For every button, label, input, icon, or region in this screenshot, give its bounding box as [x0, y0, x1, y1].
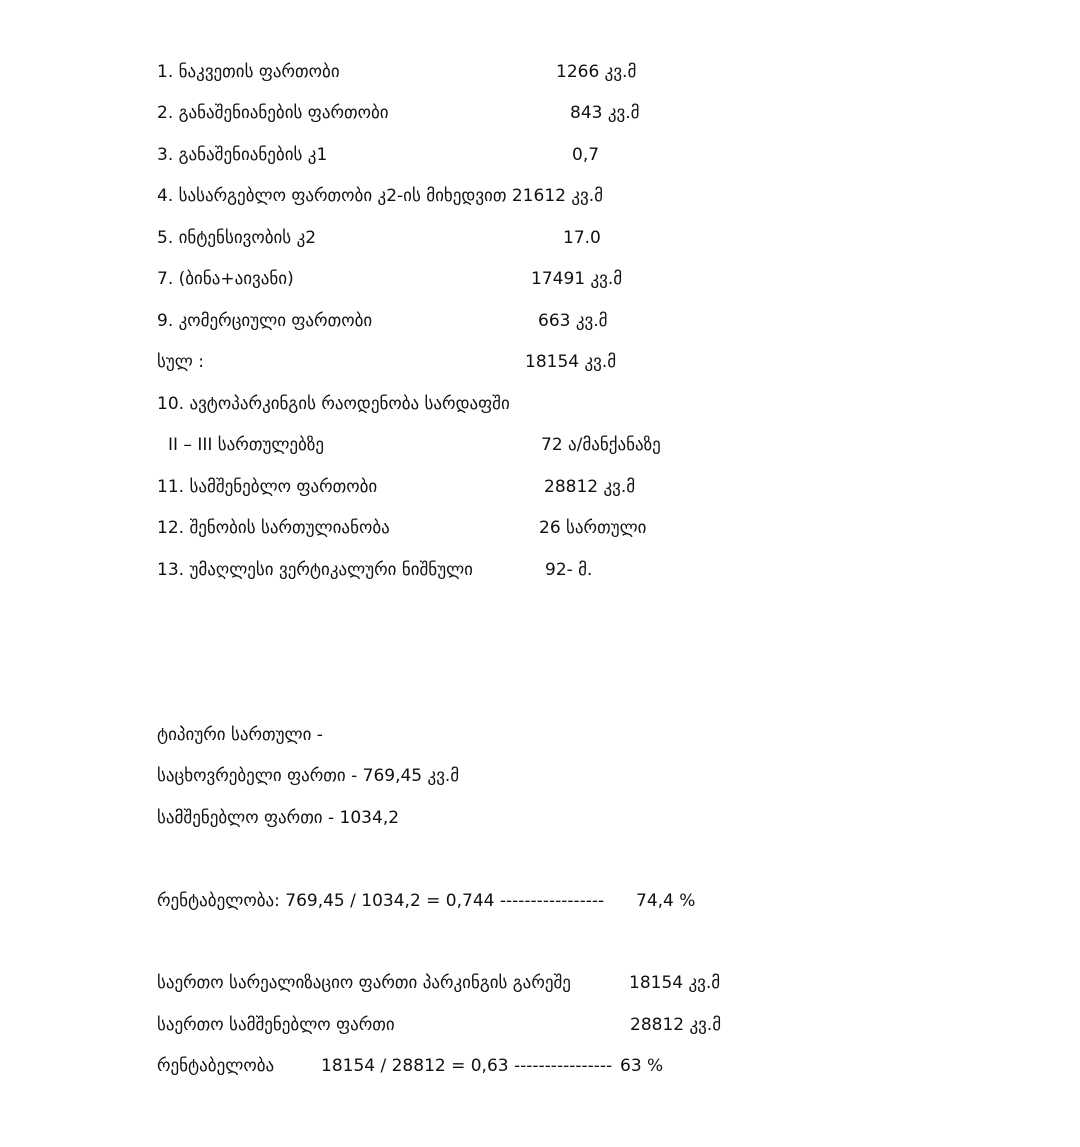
typical-floor-residential: საცხოვრებელი ფართი - 769,45 კვ.მ [157, 766, 460, 786]
totals-realization-value: 18154 კვ.მ [629, 973, 721, 993]
spec-value-7: 17491 კვ.მ [531, 269, 623, 289]
totals-realization-label: საერთო სარეალიზაციო ფართი პარკინგის გარეშე [157, 973, 571, 993]
spec-label-total: სულ : [157, 352, 204, 372]
spec-label-10: 10. ავტოპარკინგის რაოდენობა სარდაფში [157, 394, 510, 414]
spec-label-10-floors: II – III სართულებზე [168, 435, 324, 455]
typical-floor-construction: სამშენებლო ფართი - 1034,2 [157, 808, 400, 828]
totals-construction-label: საერთო სამშენებლო ფართი [157, 1015, 395, 1035]
spec-value-11: 28812 კვ.მ [544, 477, 636, 497]
spec-value-1: 1266 კვ.მ [556, 62, 637, 82]
spec-value-3: 0,7 [572, 145, 600, 165]
spec-label-13: 13. უმაღლესი ვერტიკალური ნიშნული [157, 560, 473, 580]
spec-value-2: 843 კვ.მ [570, 103, 640, 123]
spec-label-12: 12. შენობის სართულიანობა [157, 518, 390, 538]
typical-floor-title: ტიპიური სართული - [157, 725, 323, 745]
spec-label-7: 7. (ბინა+აივანი) [157, 269, 294, 289]
typical-floor-profitability-value: 74,4 % [636, 891, 696, 911]
totals-construction-value: 28812 კვ.მ [630, 1015, 722, 1035]
spec-value-total: 18154 კვ.მ [525, 352, 617, 372]
spec-value-12: 26 სართული [539, 518, 647, 538]
spec-label-2: 2. განაშენიანების ფართობი [157, 103, 389, 123]
spec-value-13: 92- მ. [545, 560, 593, 580]
spec-label-3: 3. განაშენიანების კ1 [157, 145, 328, 165]
totals-profitability-value: 63 % [620, 1056, 664, 1076]
spec-value-5: 17.0 [563, 228, 601, 248]
spec-label-9: 9. კომერციული ფართობი [157, 311, 373, 331]
totals-profitability-formula: 18154 / 28812 = 0,63 ---------------- [321, 1056, 613, 1076]
typical-floor-profitability-formula: რენტაბელობა: 769,45 / 1034,2 = 0,744 ----------------- [157, 891, 605, 911]
spec-label-1: 1. ნაკვეთის ფართობი [157, 62, 340, 82]
totals-profitability-label: რენტაბელობა [157, 1056, 275, 1076]
spec-label-5: 5. ინტენსივობის კ2 [157, 228, 317, 248]
spec-label-4: 4. სასარგებლო ფართობი კ2-ის მიხედვით 21612 კვ.მ [157, 186, 604, 206]
spec-value-10-floors: 72 ა/მანქანაზე [541, 435, 661, 455]
spec-label-11: 11. სამშენებლო ფართობი [157, 477, 378, 497]
spec-value-9: 663 კვ.მ [538, 311, 608, 331]
